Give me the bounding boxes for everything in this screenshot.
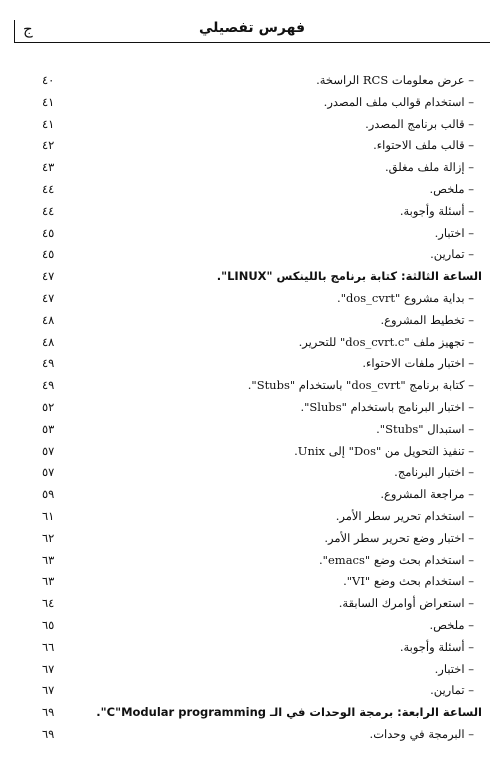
entry-title: – بداية مشروع "dos_cvrt". bbox=[337, 291, 474, 305]
table-of-contents bbox=[0, 71, 500, 747]
toc-entry-row bbox=[0, 725, 500, 747]
entry-title: – استخدام بحث وضع "VI". bbox=[343, 574, 474, 588]
page-number: ٦٣ bbox=[42, 552, 55, 567]
toc-entry-row bbox=[0, 376, 500, 398]
toc-entry-row bbox=[0, 485, 500, 507]
entry-title: – استعراض أوامرك السابقة. bbox=[339, 596, 474, 610]
page-number: ٦٢ bbox=[42, 530, 55, 545]
chapter-title: الساعة الثالثة: كتابة برنامج باللينكس "LINUX". bbox=[216, 269, 482, 284]
entry-title: – اختبار وضع تحرير سطر الأمر. bbox=[324, 531, 474, 545]
toc-entry-row bbox=[0, 572, 500, 594]
entry-title: – عرض معلومات RCS الراسخة. bbox=[316, 73, 474, 87]
toc-entry-row bbox=[0, 398, 500, 420]
page-number: ٤٨ bbox=[42, 312, 55, 327]
page-number: ٤٧ bbox=[42, 269, 55, 284]
toc-entry-row bbox=[0, 616, 500, 638]
page-number: ٦٤ bbox=[42, 596, 55, 611]
toc-chapter-row bbox=[0, 267, 500, 289]
toc-entry-row bbox=[0, 638, 500, 660]
toc-entry-row bbox=[0, 71, 500, 93]
toc-entry-row bbox=[0, 93, 500, 115]
toc-entry-row bbox=[0, 681, 500, 703]
page-number: ٥٩ bbox=[42, 487, 55, 502]
entry-title: – قالب ملف الاحتواء. bbox=[373, 138, 474, 152]
entry-title: – البرمجة في وحدات. bbox=[370, 727, 474, 741]
toc-entry-row bbox=[0, 529, 500, 551]
entry-title: – اختبار البرنامج باستخدام "Slubs". bbox=[300, 400, 474, 414]
entry-title: – ملخص. bbox=[429, 182, 474, 196]
entry-title: – تجهيز ملف "dos_cvrt.c" للتحرير. bbox=[299, 335, 474, 349]
entry-title: – استخدام قوالب ملف المصدر. bbox=[324, 95, 474, 109]
page-number: ٦٧ bbox=[42, 661, 55, 676]
entry-title: – تمارين. bbox=[430, 247, 474, 261]
toc-entry-row bbox=[0, 289, 500, 311]
toc-entry-row bbox=[0, 224, 500, 246]
entry-title: – مراجعة المشروع. bbox=[380, 487, 474, 501]
chapter-title: الساعة الرابعة: برمجة الوحدات في الـ C"Modular programming". bbox=[96, 705, 482, 720]
page-number: ٤٧ bbox=[42, 290, 55, 305]
toc-entry-row bbox=[0, 202, 500, 224]
toc-entry-row bbox=[0, 420, 500, 442]
entry-title: – قالب برنامج المصدر. bbox=[365, 117, 474, 131]
entry-title: – استبدال "Stubs". bbox=[376, 422, 474, 436]
toc-entry-row bbox=[0, 354, 500, 376]
entry-title: – تنفيذ التحويل من "Dos" إلى Unix. bbox=[294, 444, 474, 458]
entry-title: – كتابة برنامج "dos_cvrt" باستخدام "Stubs". bbox=[248, 378, 474, 392]
entry-title: – استخدام بحث وضع "emacs". bbox=[319, 553, 474, 567]
page-number: ٥٧ bbox=[42, 443, 55, 458]
toc-entry-row bbox=[0, 463, 500, 485]
entry-title: – اختبار البرنامج. bbox=[394, 465, 474, 479]
toc-entry-row bbox=[0, 115, 500, 137]
entry-title: – تخطيط المشروع. bbox=[380, 313, 474, 327]
page-number: ٦٥ bbox=[42, 617, 55, 632]
page-number: ٤٢ bbox=[42, 138, 55, 153]
page-number: ٤٤ bbox=[42, 181, 55, 196]
page-number: ٦٩ bbox=[42, 726, 55, 741]
entry-title: – استخدام تحرير سطر الأمر. bbox=[336, 509, 474, 523]
toc-entry-row bbox=[0, 660, 500, 682]
toc-entry-row bbox=[0, 333, 500, 355]
page-number: ٤١ bbox=[42, 116, 55, 131]
entry-title: – أسئلة وأجوبة. bbox=[400, 204, 474, 218]
page-number: ٦٧ bbox=[42, 683, 55, 698]
page-number: ٤٩ bbox=[42, 356, 55, 371]
page-letter: ج bbox=[14, 20, 33, 42]
entry-title: – ملخص. bbox=[429, 618, 474, 632]
page-number: ٦٩ bbox=[42, 705, 55, 720]
entry-title: – اختبار ملفات الاحتواء. bbox=[362, 356, 474, 370]
page-number: ٥٣ bbox=[42, 421, 55, 436]
entry-title: – تمارين. bbox=[430, 683, 474, 697]
page-number: ٥٢ bbox=[42, 399, 55, 414]
page-header bbox=[14, 18, 490, 43]
toc-entry-row bbox=[0, 180, 500, 202]
page-number: ٤٥ bbox=[42, 225, 55, 240]
toc-entry-row bbox=[0, 311, 500, 333]
toc-chapter-row bbox=[0, 703, 500, 725]
page-number: ٦١ bbox=[42, 508, 55, 523]
toc-entry-row bbox=[0, 507, 500, 529]
toc-entry-row bbox=[0, 136, 500, 158]
page-number: ٤٩ bbox=[42, 378, 55, 393]
entry-title: – إزالة ملف مغلق. bbox=[385, 160, 474, 174]
page-number: ٤٥ bbox=[42, 247, 55, 262]
entry-title: – اختبار. bbox=[435, 662, 474, 676]
entry-title: – اختبار. bbox=[435, 226, 474, 240]
toc-entry-row bbox=[0, 594, 500, 616]
toc-entry-row bbox=[0, 442, 500, 464]
page-number: ٤٠ bbox=[42, 73, 55, 87]
toc-entry-row bbox=[0, 245, 500, 267]
page-number: ٦٣ bbox=[42, 574, 55, 589]
page-number: ٦٦ bbox=[42, 639, 55, 654]
running-title: فهرس تفصيلي bbox=[198, 20, 306, 36]
toc-entry-row bbox=[0, 551, 500, 573]
page-number: ٤٨ bbox=[42, 334, 55, 349]
page-number: ٤٤ bbox=[42, 203, 55, 218]
page-number: ٤١ bbox=[42, 94, 55, 109]
page-number: ٤٣ bbox=[42, 160, 55, 175]
entry-title: – أسئلة وأجوبة. bbox=[400, 640, 474, 654]
toc-entry-row bbox=[0, 158, 500, 180]
page-number: ٥٧ bbox=[42, 465, 55, 480]
